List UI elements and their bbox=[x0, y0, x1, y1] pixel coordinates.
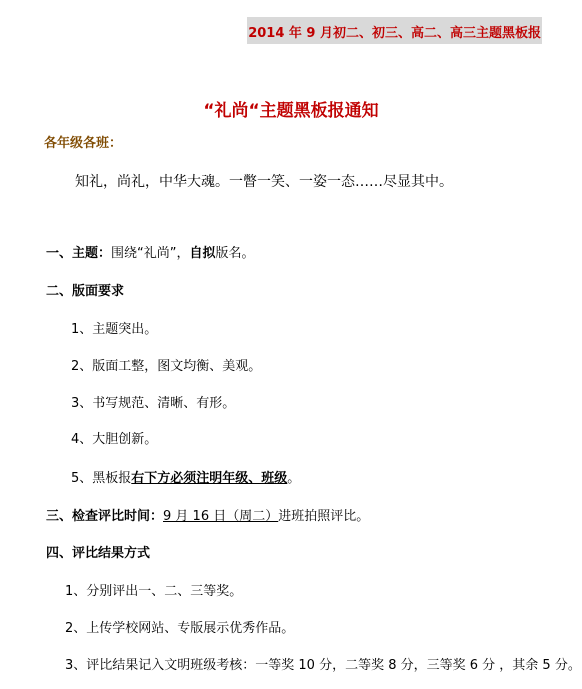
intro-paragraph: 知礼，尚礼，中华大魂。一瞥一笑、一姿一态……尽显其中。 bbox=[75, 174, 453, 190]
result-item: 1、分别评出一、二、三等奖。 bbox=[65, 584, 243, 599]
requirement-item: 3、书写规范、清晰、有形。 bbox=[71, 396, 236, 411]
requirement-item: 2、版面工整，图文均衡、美观。 bbox=[71, 359, 262, 374]
requirement-item: 1、主题突出。 bbox=[71, 322, 158, 337]
section-check-rest: 进班拍照评比。 bbox=[278, 509, 370, 524]
requirement-5-suffix: 。 bbox=[287, 471, 301, 486]
result-item: 2、上传学校网站、专版展示优秀作品。 bbox=[65, 621, 295, 636]
requirement-5-emph: 右下方必须注明年级、班级 bbox=[131, 471, 288, 486]
section-layout-heading: 二、版面要求 bbox=[46, 284, 125, 299]
requirement-item-5 bbox=[71, 470, 300, 488]
section-theme-label: 一、主题： bbox=[46, 246, 112, 261]
result-item: 3、评比结果记入文明班级考核：一等奖 10 分，二等奖 8 分，三等奖 6 分 ，其余 5 分。 bbox=[65, 658, 581, 673]
section-results-heading: 四、评比结果方式 bbox=[46, 546, 151, 561]
requirement-5-prefix: 5、黑板报 bbox=[71, 471, 132, 486]
section-theme-text: 围绕“礼尚”， bbox=[111, 246, 190, 261]
section-theme bbox=[46, 245, 255, 263]
header-title: 2014 年 9 月初二、初三、高二、高三主题黑板报 bbox=[248, 26, 541, 41]
section-check-date: 9 月 16 日（周二） bbox=[163, 509, 279, 524]
section-check-time bbox=[46, 508, 369, 526]
document-title: “礼尚“主题黑板报通知 bbox=[203, 101, 379, 121]
greeting: 各年级各班： bbox=[44, 136, 123, 151]
section-check-label: 三、检查评比时间： bbox=[46, 509, 164, 524]
requirement-item: 4、大胆创新。 bbox=[71, 432, 158, 447]
section-theme-emph: 自拟 bbox=[189, 246, 216, 261]
section-theme-text-end: 版名。 bbox=[215, 246, 255, 261]
